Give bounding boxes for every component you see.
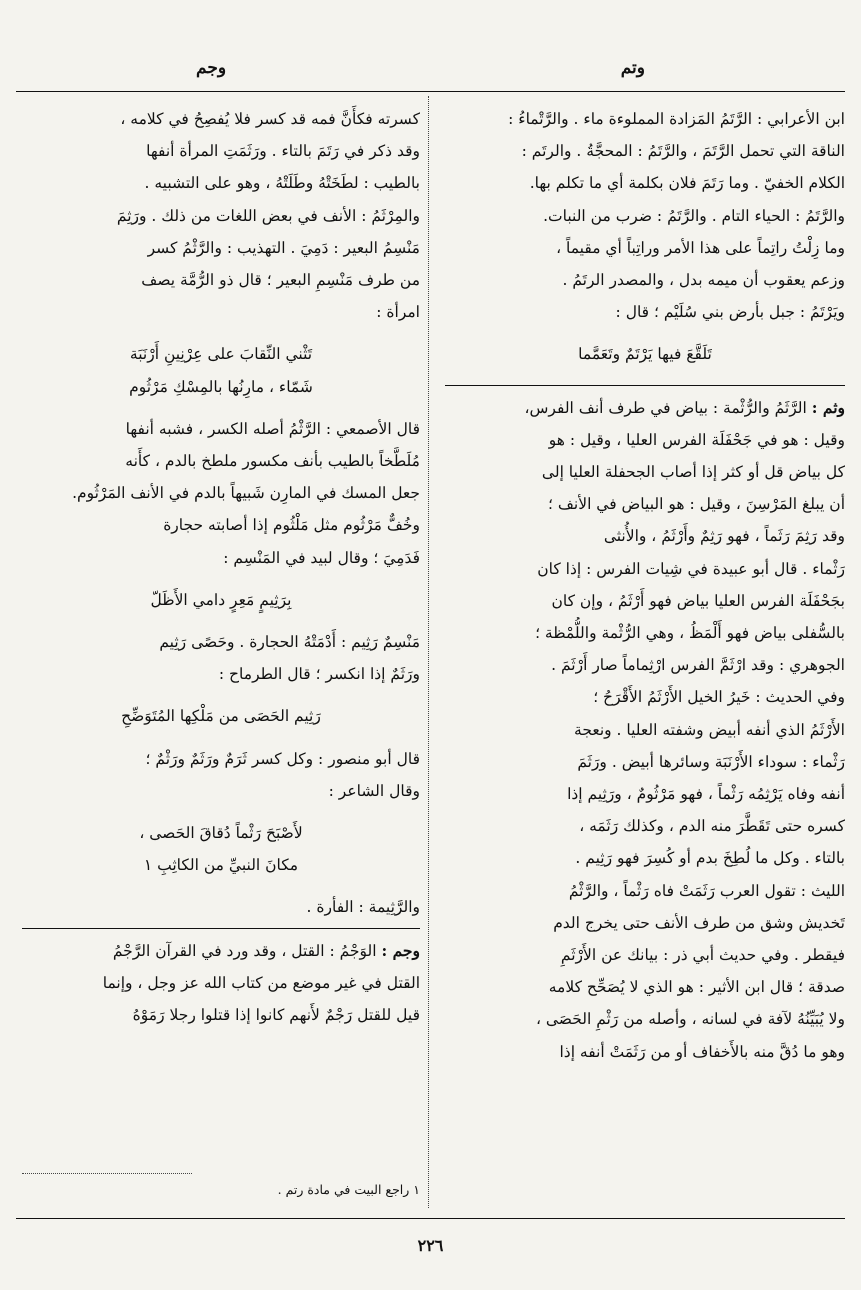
text-line: أنفه وفاه يَرْثِمُه رَثْماً ، فهو مَرْثُومٌ ، ورَثِيم إذا — [567, 785, 845, 804]
text-line: فيقطر . وفي حديث أبي ذر : بيانك عن الأَرْثَمِ — [560, 946, 845, 965]
verse-line: رَثِيم الحَصَى من مَلْكِها المُتَوَضِّحِ — [121, 707, 321, 726]
verse-line: تَثْني النِّقابَ على عِرْنِينِ أَرْنَبَة — [129, 345, 313, 364]
text-line: ولا يُبَيِّنُهُ لآفة في لسانه ، وأصله من رَثْمِ الحَصَى ، — [535, 1010, 845, 1029]
text-line: والرَّثِيمة : الفأرة . — [306, 898, 420, 917]
text-line: كسره حتى تَقَطَّرَ منه الدم ، وكذلك رَثَمَه ، — [579, 817, 845, 836]
right-column — [445, 103, 845, 1213]
text-line: بالطيب : لطَخَتْهُ وطَلَتْهُ ، وهو على التشبيه . — [144, 174, 420, 193]
page-number: ٢٢٦ — [417, 1236, 444, 1255]
footnote: ١ راجع البيت في مادة رتم . — [277, 1182, 420, 1197]
text-line: وقيل : هو في جَحْفَلَة الفرس العليا ، وقيل : هو — [548, 430, 845, 449]
verse — [22, 807, 420, 891]
text-line: الليث : تقول العرب رَثَمَتْ فاه رَثْماً ، والرَّثْمُ — [568, 881, 845, 900]
text-line: وقد رَثِمَ رَثَماً ، فهو رَثِمٌ وأَرْثَمُ ، والأُنثى — [603, 527, 845, 546]
verse-line: لأَصْبَحَ رَثْماً دُقاقَ الحَصى ، — [139, 824, 303, 843]
running-header-left: وجم — [196, 58, 227, 78]
header-rule — [16, 91, 845, 92]
entry-separator — [445, 385, 845, 386]
entry-headword: وجم : — [381, 940, 420, 960]
text-line: والمِرْثَمُ : الأنف في بعض اللغات من ذلك . ورَثِمَ — [116, 206, 420, 225]
verse-line: شَمّاء ، مارِنُها بالمِسْكِ مَرْثُوم — [129, 377, 313, 396]
text-line: كل بياض قل أو كثر إذا أصاب الجحفلة العليا إلى — [541, 463, 845, 482]
text-line: الجوهري : وقد ارْثَمَّ الفرس ارْثِماماً صار أَرْثَمَ . — [551, 656, 845, 675]
footer-rule — [16, 1218, 845, 1219]
text-line: وقال الشاعر : — [328, 781, 420, 800]
text-line: مَنْسِمٌ رَثِيم : أَدْمَتْهُ الحجارة . وحَصًى رَثِيم — [159, 633, 420, 652]
text-line: كسرته فكأَنَّ فمه قد كسر فلا يُفصِحُ في كلامه ، — [120, 110, 420, 128]
verse-line: مكانَ النبيِّ من الكاثِبِ ١ — [143, 856, 299, 875]
text-line: بجَحْفَلَة الفرس العليا بياض فهو أَرْثَمُ ، وإن كان — [551, 591, 845, 610]
text-line: وقد ذكر في رَتَمَ بالتاء . ورَثَمَتِ المرأة أنفها — [146, 142, 420, 161]
entry-first-line — [22, 935, 420, 967]
text-line: مَنْسِمُ البعير : دَمِيَ . التهذيب : والرَّثْمُ كسر — [147, 238, 420, 257]
text-line: والرَّتَمُ : الحياء التام . والرَّتَمُ : ضرب من النبات. — [543, 206, 845, 225]
text-line: مُلَطَّخاً بالطيب بأنف مكسور ملطخ بالدم ، كأَنه — [125, 452, 420, 471]
text-line: جعل المسك في المارِن شَبيهاً بالدم في الأنف المَرْثُوم. — [72, 484, 420, 503]
left-column — [22, 103, 420, 1213]
text-line: قال أبو منصور : وكل كسر ثَرَمٌ ورَثَمٌ ورَثْمٌ ؛ — [145, 749, 420, 768]
text-span: الوَجْمُ : القتل ، وقد ورد في القرآن الرَّجْمُ — [112, 941, 377, 960]
entry-first-line — [445, 392, 845, 424]
text-line: رَثْماء : سوداء الأَرْنَبَة وسائرها أبيض . ورَثَمَ — [577, 752, 845, 771]
text-line: رَثْماء . قال أبو عبيدة في شِيات الفرس : إذا كان — [537, 559, 845, 578]
text-line: وهو ما دُقَّ منه بالأَخفاف أو من رَثَمَتْ أنفه إذا — [559, 1042, 845, 1061]
text-line: وما زِلْتُ راتِماً على هذا الأمر وراتِباً أي مقيماً ، — [556, 238, 845, 257]
text-line: وخُفٌّ مَرْثُوم مثل مَلْثُوم إذا أصابته حجارة — [163, 516, 420, 535]
text-line: تَخديش وشق من طرف الأنف حتى يخرج الدم — [553, 913, 845, 932]
verse — [22, 328, 420, 412]
footnote-rule — [22, 1173, 192, 1174]
text-line: بالتاء . وكل ما لُطِخَ بدم أو كُسِرَ فهو رَثِيم . — [575, 849, 845, 868]
running-header-right: وتم — [620, 58, 645, 78]
text-line: صدقة ؛ قال ابن الأثير : هو الذي لا يُصَحِّح كلامه — [548, 978, 845, 997]
text-line: الأَرْثَمُ الذي أنفه أبيض وشفته العليا . ونعجة — [574, 720, 845, 739]
text-line: من طرف مَنْسِمِ البعير ؛ قال ذو الرُّمَّة يصف — [141, 271, 420, 290]
verse-line: تَلَقَّعَ فيها يَرْتَمٌ وتَعَمَّما — [578, 345, 712, 364]
text-line: ويَرْتَمُ : جبل بأرض بني سُلَيْم ؛ قال : — [615, 303, 845, 322]
entry-headword: وثم : — [811, 397, 845, 417]
entry-separator — [22, 928, 420, 929]
text-line: الناقة التي تحمل الرَّتَمَ ، والرَّتَمُ : المحجَّةُ . والرتَم : — [521, 142, 845, 161]
text-line: وفي الحديث : خَيرُ الخيل الأَرْثَمُ الأَقْرَحُ ؛ — [593, 688, 845, 707]
text-span: الرَّثَمُ والرُّثْمة : بياض في طرف أنف الفرس، — [524, 398, 807, 417]
column-divider — [428, 96, 429, 1208]
text-line: ابن الأعرابي : الرَّتَمُ المَزادة المملوءة ماء . والرَّتْماءُ : — [508, 110, 845, 128]
text-line: امرأة : — [376, 303, 420, 322]
text-line: أن يبلغ المَرْسِنَ ، وقيل : هو البياض في الأنف ؛ — [548, 495, 845, 514]
verse — [22, 574, 420, 626]
text-line: وزعم يعقوب أن ميمه بدل ، والمصدر الرتَمُ . — [562, 271, 845, 290]
text-line: بالسُّفلى بياض فهو أَلْمَظُ ، وهي الرُّثْمة واللُّمْظة ؛ — [535, 624, 845, 643]
text-line: فَدَمِيَ ؛ وقال لبيد في المَنْسِم : — [223, 548, 420, 567]
text-line: الكلام الخفيّ . وما رَتَمَ فلان بكلمة أي ما تكلم بها. — [529, 174, 845, 193]
text-line: قال الأصمعي : الرَّثْمُ أصله الكسر ، فشبه أنفها — [125, 419, 420, 438]
text-line: ورَثَمٌ إذا انكسر ؛ قال الطرماح : — [218, 665, 420, 684]
text-line: القتل في غير موضع من كتاب الله عز وجل ، وإنما — [102, 973, 420, 992]
verse-line: بِرَثِيمٍ مَعِرٍ دامي الأَظَلّ — [150, 590, 292, 609]
verse — [445, 328, 845, 380]
verse — [22, 690, 420, 742]
text-line: قيل للقتل رَجْمٌ لأَنهم كانوا إذا قتلوا رجلا رَمَوْهُ — [132, 1006, 420, 1025]
